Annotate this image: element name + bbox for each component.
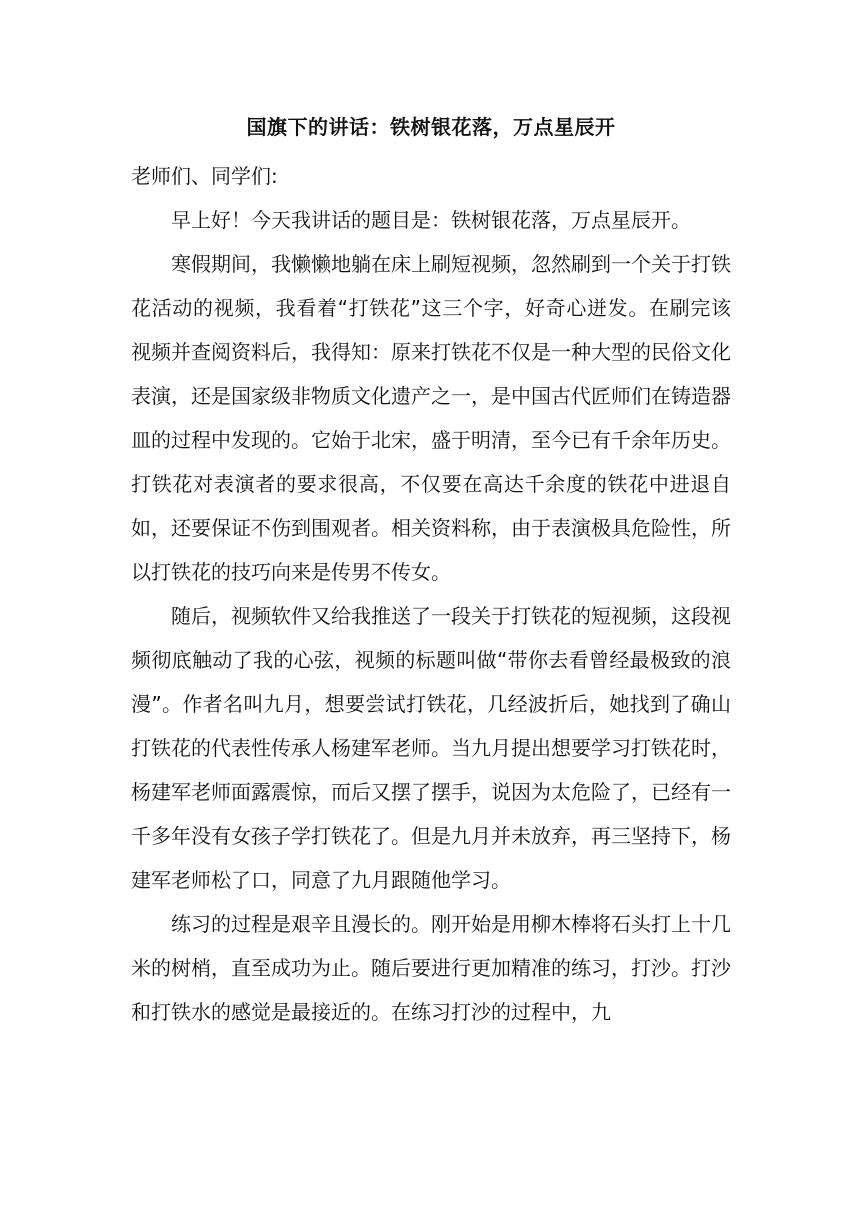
document-title: 国旗下的讲话：铁树银花落，万点星辰开 — [246, 115, 616, 139]
document-body — [131, 110, 731, 1034]
paragraph-winter-vacation: 寒假期间，我懒懒地躺在床上刷短视频，忽然刷到一个关于打铁花活动的视频，我看着“打铁花”这三个字，好奇心迸发。在刷完该视频并查阅资料后，我得知：原来打铁花不仅是一种大型的民俗文化表演，还是国家级非物质文化遗产之一，是中国古代匠师们在铸造器皿的过程中发现的。它始于北宋，盛于明清，至今已有千余年历史。打铁花对表演者的要求很高，不仅要在高达千余度的铁花中进退自如，还要保证不伤到围观者。相关资料称，由于表演极具危险性，所以打铁花的技巧向来是传男不传女。 — [131, 252, 731, 584]
paragraph-practice: 练习的过程是艰辛且漫长的。刚开始是用柳木棒将石头打上十几米的树梢，直至成功为止。随后要进行更加精准的练习，打沙。打沙和打铁水的感觉是最接近的。在练习打沙的过程中，九 — [131, 912, 731, 1024]
paragraph-video-story: 随后，视频软件又给我推送了一段关于打铁花的短视频，这段视频彻底触动了我的心弦，视频的标题叫做“带你去看曾经最极致的浪漫”。作者名叫九月，想要尝试打铁花，几经波折后，她找到了确山打铁花的代表性传承人杨建军老师。当九月提出想要学习打铁花时，杨建军老师面露震惊，而后又摆了摆手，说因为太危险了，已经有一千多年没有女孩子学打铁花了。但是九月并未放弃，再三坚持下，杨建军老师松了口，同意了九月跟随他学习。 — [131, 604, 731, 892]
paragraph-greeting: 早上好！今天我讲话的题目是：铁树银花落，万点星辰开。 — [171, 208, 691, 232]
salutation: 老师们、同学们: — [131, 164, 278, 188]
